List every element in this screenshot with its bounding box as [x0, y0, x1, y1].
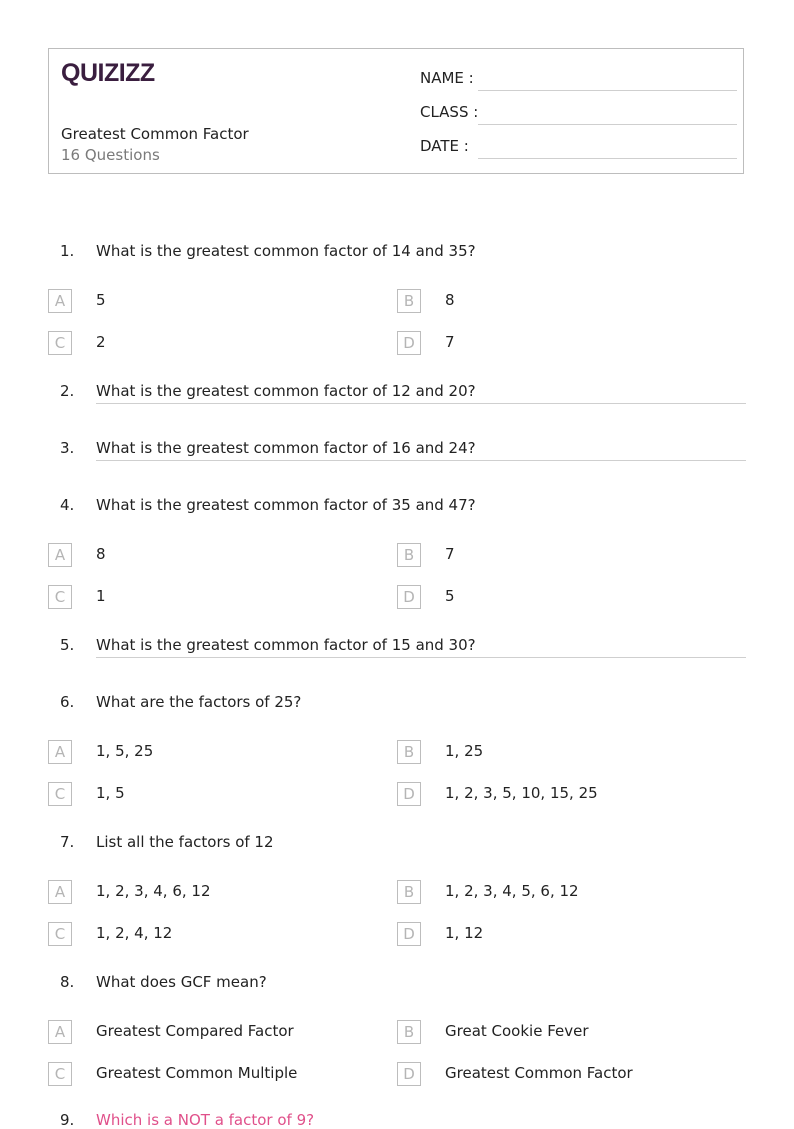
option-a-text: 1, 5, 25: [96, 742, 154, 760]
option-c-text: 1: [96, 587, 106, 605]
option-b-box[interactable]: B: [397, 740, 421, 764]
option-b-text: 1, 25: [445, 742, 484, 760]
option-a-text: Greatest Compared Factor: [96, 1022, 294, 1040]
name-label: NAME :: [420, 69, 474, 87]
name-field[interactable]: [420, 69, 735, 91]
date-field[interactable]: [420, 137, 735, 159]
option-b-box[interactable]: B: [397, 289, 421, 313]
option-b-text: Great Cookie Fever: [445, 1022, 589, 1040]
option-a-box[interactable]: A: [48, 1020, 72, 1044]
option-c-box[interactable]: C: [48, 1062, 72, 1086]
question-number: 7.: [60, 833, 75, 851]
question-number: 6.: [60, 693, 75, 711]
option-a-text: 8: [96, 545, 106, 563]
question-text: What does GCF mean?: [96, 973, 267, 991]
option-a-box[interactable]: A: [48, 543, 72, 567]
question-text: Which is a NOT a factor of 9?: [96, 1111, 315, 1129]
name-line[interactable]: [478, 90, 737, 91]
option-c-box[interactable]: C: [48, 585, 72, 609]
option-d-text: Greatest Common Factor: [445, 1064, 633, 1082]
option-c-box[interactable]: C: [48, 782, 72, 806]
option-d-text: 1, 2, 3, 5, 10, 15, 25: [445, 784, 598, 802]
option-c-box[interactable]: C: [48, 331, 72, 355]
option-d-text: 5: [445, 587, 455, 605]
option-c-text: 2: [96, 333, 106, 351]
question-number: 2.: [60, 382, 75, 400]
option-d-box[interactable]: D: [397, 922, 421, 946]
worksheet-header: [48, 48, 744, 174]
option-a-box[interactable]: A: [48, 289, 72, 313]
question-number: 3.: [60, 439, 75, 457]
question-text: List all the factors of 12: [96, 833, 274, 851]
question-number: 4.: [60, 496, 75, 514]
date-line[interactable]: [478, 158, 737, 159]
option-d-text: 7: [445, 333, 455, 351]
answer-line[interactable]: [96, 403, 746, 404]
question-text: What is the greatest common factor of 12 and 20?: [96, 382, 476, 400]
option-c-text: 1, 2, 4, 12: [96, 924, 173, 942]
worksheet-title: Greatest Common Factor: [61, 125, 249, 143]
option-c-text: Greatest Common Multiple: [96, 1064, 298, 1082]
option-d-text: 1, 12: [445, 924, 484, 942]
question-number: 5.: [60, 636, 75, 654]
option-d-box[interactable]: D: [397, 1062, 421, 1086]
class-label: CLASS :: [420, 103, 479, 121]
question-text: What is the greatest common factor of 16 and 24?: [96, 439, 476, 457]
option-d-box[interactable]: D: [397, 331, 421, 355]
answer-line[interactable]: [96, 460, 746, 461]
question-text: What are the factors of 25?: [96, 693, 302, 711]
option-a-box[interactable]: A: [48, 740, 72, 764]
date-label: DATE :: [420, 137, 469, 155]
question-text: What is the greatest common factor of 15 and 30?: [96, 636, 476, 654]
option-b-box[interactable]: B: [397, 543, 421, 567]
option-c-box[interactable]: C: [48, 922, 72, 946]
option-c-text: 1, 5: [96, 784, 125, 802]
question-text: What is the greatest common factor of 35 and 47?: [96, 496, 476, 514]
question-number: 1.: [60, 242, 75, 260]
option-b-box[interactable]: B: [397, 1020, 421, 1044]
option-b-text: 8: [445, 291, 455, 309]
question-number: 8.: [60, 973, 75, 991]
option-a-box[interactable]: A: [48, 880, 72, 904]
option-d-box[interactable]: D: [397, 782, 421, 806]
quizizz-logo: QUIZIZZ: [61, 59, 155, 87]
question-count: 16 Questions: [61, 146, 160, 164]
class-line[interactable]: [478, 124, 737, 125]
option-a-text: 1, 2, 3, 4, 6, 12: [96, 882, 211, 900]
question-number: 9.: [60, 1111, 75, 1129]
option-b-text: 7: [445, 545, 455, 563]
option-b-text: 1, 2, 3, 4, 5, 6, 12: [445, 882, 579, 900]
option-b-box[interactable]: B: [397, 880, 421, 904]
answer-line[interactable]: [96, 657, 746, 658]
option-a-text: 5: [96, 291, 106, 309]
question-text: What is the greatest common factor of 14 and 35?: [96, 242, 476, 260]
option-d-box[interactable]: D: [397, 585, 421, 609]
class-field[interactable]: [420, 103, 735, 125]
